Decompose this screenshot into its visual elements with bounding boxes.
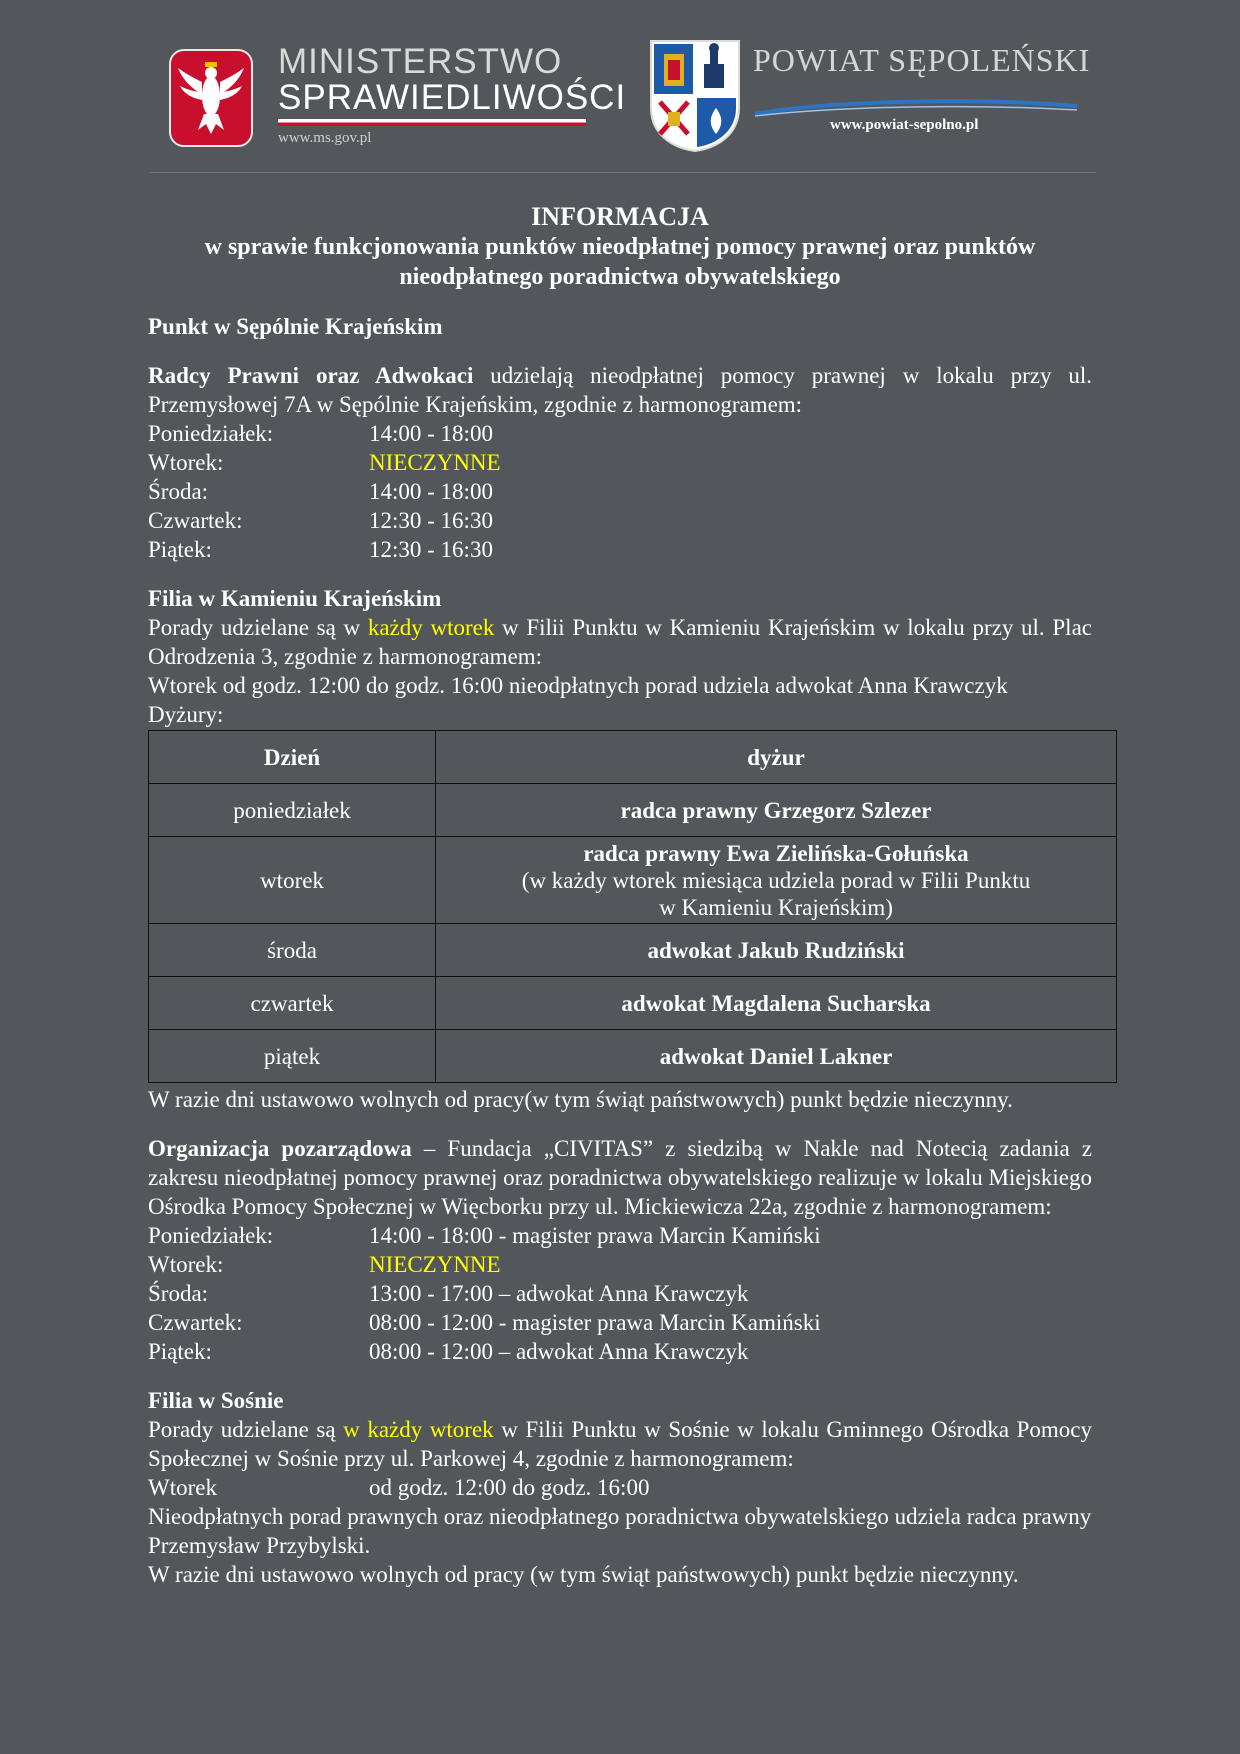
table-header-row [149, 731, 1117, 784]
section4-tuesday-row [148, 1473, 1092, 1502]
table-row [149, 837, 1117, 924]
ministry-wordmark [278, 42, 627, 147]
section1-schedule [148, 419, 1092, 564]
schedule-day: Środa: [148, 479, 209, 504]
schedule-row [148, 1279, 1092, 1308]
schedule-day: Wtorek: [148, 450, 224, 475]
column-header-duty: dyżur [436, 731, 1117, 784]
schedule-row [148, 448, 1092, 477]
schedule-row [148, 506, 1092, 535]
schedule-time: NIECZYNNE [369, 450, 501, 475]
schedule-time: 08:00 - 12:00 – adwokat Anna Krawczyk [369, 1339, 749, 1364]
ministry-name-line2: SPRAWIEDLIWOŚCI [278, 78, 627, 117]
section1-heading: Punkt w Sępólnie Krajeńskim [148, 314, 443, 339]
section4-heading: Filia w Sośnie [148, 1388, 284, 1413]
schedule-day: Piątek: [148, 537, 212, 562]
duty-table [148, 730, 1117, 1083]
schedule-row [148, 477, 1092, 506]
section3-schedule [148, 1221, 1092, 1366]
section3-intro [148, 1134, 1092, 1221]
ministry-url: www.ms.gov.pl [278, 130, 372, 146]
schedule-time: 12:30 - 16:30 [369, 537, 493, 562]
schedule-row [148, 535, 1092, 564]
polish-eagle-emblem-icon [168, 48, 254, 148]
section2-text-b: w Filii Punktu w Kamieniu Krajeńskim w lokalu przy ul. Plac Odrodzenia 3, zgodnie z harmonogramem: [148, 615, 1092, 669]
duty-note-line1: (w każdy wtorek miesiąca udziela porad w Filii Punktu [521, 867, 1031, 893]
section4-text-b: w Filii Punktu w Sośnie w lokalu Gminnego Ośrodka Pomocy Społecznej w Sośnie przy ul. Parkowej 4, zgodnie z harmonogramem: [148, 1417, 1092, 1471]
table-cell-day: czwartek [149, 977, 436, 1030]
section2-footnote: W razie dni ustawowo wolnych od pracy(w tym świąt państwowych) punkt będzie nieczynny. [148, 1087, 1013, 1112]
schedule-day: Piątek: [148, 1339, 212, 1364]
document-body [148, 202, 1092, 1589]
duty-label: Dyżury: [148, 702, 224, 727]
duty-note-line2: w Kamieniu Krajeńskim) [659, 894, 893, 920]
table-row [149, 924, 1117, 977]
table-cell-day: piątek [149, 1030, 436, 1083]
title-line2: w sprawie funkcjonowania punktów nieodpłatnej pomocy prawnej oraz punktów nieodpłatnego poradnictwa obywatelskiego [204, 234, 1036, 290]
schedule-time: od godz. 12:00 do godz. 16:00 [369, 1475, 650, 1500]
section3-intro-text: – Fundacja „CIVITAS” z siedzibą w Nakle nad Notecią zadania z zakresu nieodpłatnej pomocy prawnej oraz poradnictwa obywatelskiego realizuje w lokalu Miejskiego Ośrodka Pomocy Społecznej w Więcborku przy ul. Mickiewicza 22a, zgodnie z harmonogramem: [148, 1136, 1092, 1219]
powiat-name: POWIAT SĘPOLEŃSKI [753, 42, 1091, 78]
duty-person: radca prawny Ewa Zielińska-Gołuńska [583, 840, 969, 866]
section2-heading: Filia w Kamieniu Krajeńskim [148, 586, 442, 611]
schedule-row [148, 1250, 1092, 1279]
schedule-row [148, 1337, 1092, 1366]
section2-highlight: każdy wtorek [367, 615, 495, 640]
schedule-day: Poniedziałek: [148, 421, 274, 446]
section4-advisor: Nieodpłatnych porad prawnych oraz nieodpłatnego poradnictwa obywatelskiego udziela radca prawny Przemysław Przybylski. [148, 1504, 1092, 1558]
schedule-row [148, 1221, 1092, 1250]
schedule-time: 14:00 - 18:00 - magister prawa Marcin Kamiński [369, 1223, 821, 1248]
schedule-day: Środa: [148, 1281, 209, 1306]
schedule-time: 13:00 - 17:00 – adwokat Anna Krawczyk [369, 1281, 749, 1306]
schedule-time: 14:00 - 18:00 [369, 479, 493, 504]
ministry-name-line1: MINISTERSTWO [278, 42, 563, 81]
table-row [149, 784, 1117, 837]
table-cell-duty: adwokat Jakub Rudziński [436, 924, 1117, 977]
section4-text-a: Porady udzielane są [148, 1417, 344, 1442]
powiat-url: www.powiat-sepolno.pl [830, 117, 979, 133]
flag-stripe [278, 119, 586, 126]
schedule-row [148, 1308, 1092, 1337]
section2-text-a: Porady udzielane są w [148, 615, 368, 640]
table-cell-day: poniedziałek [149, 784, 436, 837]
schedule-row [148, 419, 1092, 448]
schedule-day: Czwartek: [148, 508, 243, 533]
section4-text [148, 1415, 1092, 1473]
table-row [149, 1030, 1117, 1083]
table-cell-day: wtorek [149, 837, 436, 924]
title-line1: INFORMACJA [531, 202, 709, 231]
section4-highlight: w każdy wtorek [343, 1417, 494, 1442]
header-logos [150, 30, 1096, 173]
table-cell-duty: adwokat Magdalena Sucharska [436, 977, 1117, 1030]
schedule-day: Wtorek [148, 1475, 217, 1500]
section2-text [148, 613, 1092, 671]
schedule-day: Wtorek: [148, 1252, 224, 1277]
schedule-time: 14:00 - 18:00 [369, 421, 493, 446]
section1-intro [148, 361, 1092, 419]
section3-intro-bold: Organizacja pozarządowa [148, 1136, 412, 1161]
table-cell-duty: radca prawny Grzegorz Szlezer [436, 784, 1117, 837]
schedule-time: 12:30 - 16:30 [369, 508, 493, 533]
section2-tuesday: Wtorek od godz. 12:00 do godz. 16:00 nieodpłatnych porad udziela adwokat Anna Krawczyk [148, 673, 1008, 698]
table-cell-duty: adwokat Daniel Lakner [436, 1030, 1117, 1083]
schedule-day: Czwartek: [148, 1310, 243, 1335]
table-row [149, 977, 1117, 1030]
schedule-time: NIECZYNNE [369, 1252, 501, 1277]
table-cell-duty [436, 837, 1117, 924]
schedule-day: Poniedziałek: [148, 1223, 274, 1248]
section4-footnote: W razie dni ustawowo wolnych od pracy (w tym świąt państwowych) punkt będzie nieczynny. [148, 1562, 1019, 1587]
section1-intro-bold: Radcy Prawni oraz Adwokaci [148, 363, 474, 388]
swoosh-decoration-icon [753, 98, 1079, 118]
section1-intro-text: udzielają nieodpłatnej pomocy prawnej w lokalu przy ul. Przemysłowej 7A w Sępólnie Krajeńskim, zgodnie z harmonogramem: [148, 363, 1092, 417]
table-cell-day: środa [149, 924, 436, 977]
powiat-coat-of-arms-icon [648, 38, 742, 154]
document-title [148, 202, 1092, 292]
schedule-time: 08:00 - 12:00 - magister prawa Marcin Kamiński [369, 1310, 821, 1335]
column-header-day: Dzień [149, 731, 436, 784]
